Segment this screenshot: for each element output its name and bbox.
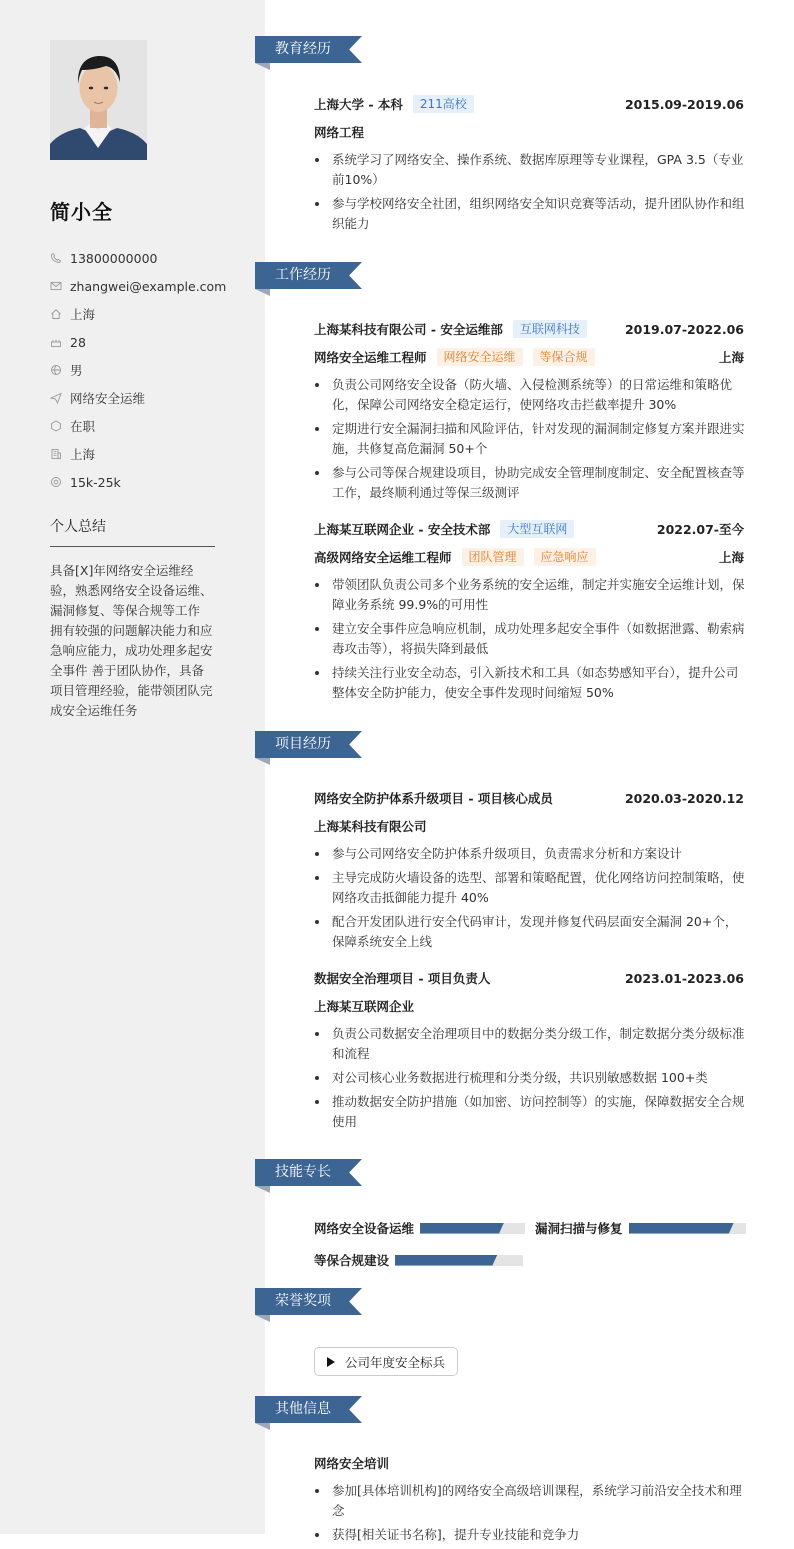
profile-photo [50,40,147,160]
summary-title: 个人总结 [50,516,215,547]
list-item: 带领团队负责公司多个业务系统的安全运维，制定并实施安全运维计划，保障业务系统 99.9%的可用性 [314,575,746,615]
list-item: 主导完成防火墙设备的选型、部署和策略配置，优化网络访问控制策略，使网络攻击抵御能力提升 40% [314,868,746,908]
skill-name: 等保合规建设 [314,1253,390,1268]
list-item: 参与公司网络安全防护体系升级项目，负责需求分析和方案设计 [314,844,746,864]
company-tag: 互联网科技 [513,320,587,338]
skill-bar [629,1223,746,1234]
list-item: 配合开发团队进行安全代码审计，发现并修复代码层面安全漏洞 20+个，保障系统安全上线 [314,912,746,952]
skill-bar [420,1223,525,1234]
section-title: 其他信息 [275,1401,331,1417]
award-label: 公司年度安全标兵 [345,1354,446,1370]
company-tag: 大型互联网 [500,520,574,538]
ribbon-fold [255,1315,270,1322]
list-item: 建立安全事件应急响应机制，成功处理多起安全事件（如数据泄露、勒索病毒攻击等），将损失降到最低 [314,619,746,659]
work-1-header [314,319,744,339]
sidebar [0,0,265,1534]
info-text: 28 [70,334,86,350]
skill-name: 漏洞扫描与修复 [535,1221,623,1236]
section-other [255,1396,365,1430]
skill-bar-fill [420,1223,504,1234]
project-org: 上海某科技有限公司 [314,819,427,834]
summary-text: 具备[X]年网络安全运维经验，熟悉网络安全设备运维、漏洞修复、等保合规等工作 拥有较强的问题解决能力和应急响应能力，成功处理多起安全事件 善于团队协作，具备项目管理经验，能带领团队完成安全运维任务 [50,563,213,718]
school-tag: 211高校 [413,95,474,113]
list-item: 推动数据安全防护措施（如加密、访问控制等）的实施，保障数据安全合规使用 [314,1092,746,1132]
job-role: 高级网络安全运维工程师 [314,550,452,565]
school-name: 上海大学 - 本科 [314,97,403,112]
project-period: 2020.03-2020.12 [624,790,744,806]
skill-name: 网络安全设备运维 [314,1221,415,1236]
education-period: 2015.09-2019.06 [624,96,744,112]
info-text: 在职 [70,419,96,434]
project-2-bullets [314,1024,746,1136]
info-job-intent [50,384,250,412]
work-1-role-row [314,347,744,367]
send-icon [50,392,62,404]
info-text: 网络安全运维 [70,391,146,406]
section-title: 技能专长 [275,1164,331,1180]
info-salary [50,468,250,496]
info-gender [50,356,250,384]
project-1-org-row [314,816,744,836]
section-title: 工作经历 [275,267,331,283]
money-icon [50,476,62,488]
mail-icon [50,280,62,292]
list-item: 获得[相关证书名称]，提升专业技能和竞争力 [314,1525,746,1545]
work-1-bullets [314,375,746,507]
work-period: 2019.07-2022.06 [624,321,744,337]
education-bullets [314,150,746,238]
work-2-header [314,519,744,539]
info-work-city [50,440,250,468]
candidate-name: 简小全 [50,200,113,224]
project-1-header [314,788,744,808]
project-title: 数据安全治理项目 - 项目负责人 [314,971,491,986]
section-title: 教育经历 [275,41,331,57]
info-status [50,412,250,440]
skill-item [314,1250,523,1270]
info-text: 13800000000 [70,250,158,266]
education-header [314,94,744,114]
skill-bar [395,1255,523,1266]
section-title: 项目经历 [275,736,331,752]
age-icon [50,336,62,348]
list-item: 参加[具体培训机构]的网络安全高级培训课程，系统学习前沿安全技术和理念 [314,1481,746,1521]
project-2-header [314,968,744,988]
work-2-bullets [314,575,746,707]
info-text: 上海 [70,307,96,322]
skill-item [535,1218,746,1238]
work-2-role-row [314,547,744,567]
project-period: 2023.01-2023.06 [624,970,744,986]
work-city: 上海 [718,550,744,565]
play-icon [327,1357,335,1367]
info-age [50,328,250,356]
ribbon-fold [255,63,270,70]
avatar [50,40,147,160]
work-period: 2022.07-至今 [656,522,744,537]
ribbon-fold [255,1423,270,1430]
list-item: 持续关注行业安全动态，引入新技术和工具（如态势感知平台），提升公司整体安全防护能力，使安全事件发现时间缩短 50% [314,663,746,703]
home-icon [50,308,62,320]
ribbon-fold [255,758,270,765]
status-icon [50,420,62,432]
section-work [255,262,365,296]
work-city: 上海 [718,350,744,365]
phone-icon [50,252,62,264]
info-text: zhangwei@example.com [70,278,227,294]
info-location [50,300,250,328]
contact-info-list [50,244,250,496]
role-tag: 应急响应 [534,548,596,566]
list-item: 对公司核心业务数据进行梳理和分类分级，共识别敏感数据 100+类 [314,1068,746,1088]
info-text: 男 [70,363,83,378]
role-tag: 等保合规 [533,348,595,366]
list-item: 参与学校网络安全社团，组织网络安全知识竞赛等活动，提升团队协作和组织能力 [314,194,746,234]
info-email [50,272,250,300]
section-education [255,36,365,70]
other-bullets [314,1481,746,1549]
other-title: 网络安全培训 [314,1456,390,1471]
section-skills [255,1159,365,1193]
role-tag: 网络安全运维 [437,348,523,366]
project-2-org-row [314,996,744,1016]
list-item: 负责公司网络安全设备（防火墙、入侵检测系统等）的日常运维和策略优化，保障公司网络安全稳定运行，使网络攻击拦截率提升 30% [314,375,746,415]
list-item: 负责公司数据安全治理项目中的数据分类分级工作，制定数据分类分级标准和流程 [314,1024,746,1064]
building-icon [50,448,62,460]
list-item: 定期进行安全漏洞扫描和风险评估，针对发现的漏洞制定修复方案并跟进实施，共修复高危漏洞 50+个 [314,419,746,459]
other-title-row [314,1453,744,1473]
skill-bar-fill [395,1255,497,1266]
project-title: 网络安全防护体系升级项目 - 项目核心成员 [314,791,553,806]
ribbon-fold [255,1186,270,1193]
job-role: 网络安全运维工程师 [314,350,427,365]
major: 网络工程 [314,125,365,140]
company-name: 上海某科技有限公司 - 安全运维部 [314,322,503,337]
award-button[interactable] [314,1347,458,1376]
project-org: 上海某互联网企业 [314,999,415,1014]
role-tag: 团队管理 [462,548,524,566]
list-item: 系统学习了网络安全、操作系统、数据库原理等专业课程，GPA 3.5（专业前10%） [314,150,746,190]
list-item: 参与公司等保合规建设项目，协助完成安全管理制度制定、安全配置核查等工作，最终顺利通过等保三级测评 [314,463,746,503]
section-awards [255,1288,365,1322]
info-text: 15k-25k [70,474,121,490]
skill-item [314,1218,525,1238]
section-title: 荣誉奖项 [275,1293,331,1309]
info-phone [50,244,250,272]
ribbon-fold [255,289,270,296]
info-text: 上海 [70,447,96,462]
section-project [255,731,365,765]
project-1-bullets [314,844,746,956]
education-major-row [314,122,744,142]
company-name: 上海某互联网企业 - 安全技术部 [314,522,491,537]
skill-bar-fill [629,1223,734,1234]
gender-icon [50,364,62,376]
